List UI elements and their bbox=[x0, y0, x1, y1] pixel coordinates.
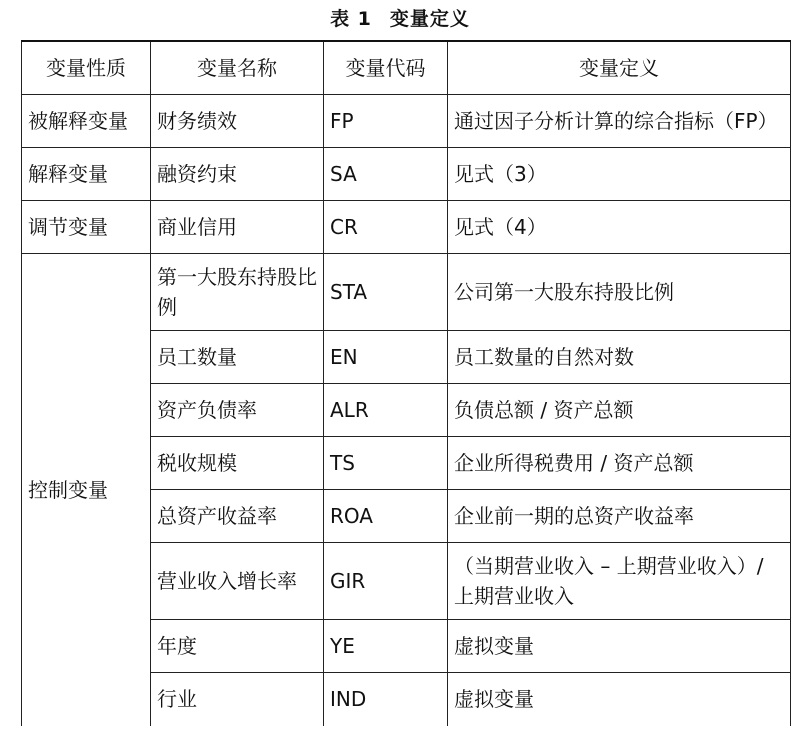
header-row bbox=[22, 41, 791, 95]
cell-definition: 企业所得税费用 / 资产总额 bbox=[448, 437, 791, 490]
cell-definition: 公司第一大股东持股比例 bbox=[448, 254, 791, 331]
cell-name: 总资产收益率 bbox=[151, 490, 324, 543]
cell-code: ROA bbox=[324, 490, 448, 543]
cell-code: STA bbox=[324, 254, 448, 331]
header-name: 变量名称 bbox=[151, 41, 324, 95]
cell-code: ALR bbox=[324, 384, 448, 437]
table-row bbox=[22, 148, 791, 201]
cell-definition: 员工数量的自然对数 bbox=[448, 331, 791, 384]
table-title: 变量定义 bbox=[389, 8, 470, 30]
header-definition: 变量定义 bbox=[448, 41, 791, 95]
cell-code: CR bbox=[324, 201, 448, 254]
table-caption bbox=[0, 4, 800, 31]
variable-definition-table bbox=[21, 40, 791, 726]
table-number: 表 1 bbox=[330, 8, 372, 30]
cell-nature: 解释变量 bbox=[22, 148, 151, 201]
cell-name: 商业信用 bbox=[151, 201, 324, 254]
cell-definition: 虚拟变量 bbox=[448, 620, 791, 673]
header-code: 变量代码 bbox=[324, 41, 448, 95]
cell-name: 员工数量 bbox=[151, 331, 324, 384]
cell-name: 税收规模 bbox=[151, 437, 324, 490]
cell-name: 资产负债率 bbox=[151, 384, 324, 437]
cell-definition: 见式（3） bbox=[448, 148, 791, 201]
cell-definition: 企业前一期的总资产收益率 bbox=[448, 490, 791, 543]
cell-name: 行业 bbox=[151, 673, 324, 726]
cell-code: YE bbox=[324, 620, 448, 673]
table-row bbox=[22, 95, 791, 148]
cell-definition: 虚拟变量 bbox=[448, 673, 791, 726]
cell-definition: 负债总额 / 资产总额 bbox=[448, 384, 791, 437]
cell-name: 融资约束 bbox=[151, 148, 324, 201]
table-row bbox=[22, 201, 791, 254]
cell-code: EN bbox=[324, 331, 448, 384]
cell-code: IND bbox=[324, 673, 448, 726]
cell-name: 财务绩效 bbox=[151, 95, 324, 148]
cell-code: TS bbox=[324, 437, 448, 490]
cell-nature-control: 控制变量 bbox=[22, 254, 151, 726]
cell-name: 年度 bbox=[151, 620, 324, 673]
cell-definition: 通过因子分析计算的综合指标（FP） bbox=[448, 95, 791, 148]
table-row bbox=[22, 254, 791, 331]
cell-code: GIR bbox=[324, 543, 448, 620]
cell-name: 营业收入增长率 bbox=[151, 543, 324, 620]
cell-nature: 调节变量 bbox=[22, 201, 151, 254]
cell-name: 第一大股东持股比例 bbox=[151, 254, 324, 331]
cell-code: SA bbox=[324, 148, 448, 201]
header-nature: 变量性质 bbox=[22, 41, 151, 95]
cell-definition: （当期营业收入 – 上期营业收入）/ 上期营业收入 bbox=[448, 543, 791, 620]
cell-nature: 被解释变量 bbox=[22, 95, 151, 148]
cell-definition: 见式（4） bbox=[448, 201, 791, 254]
cell-code: FP bbox=[324, 95, 448, 148]
